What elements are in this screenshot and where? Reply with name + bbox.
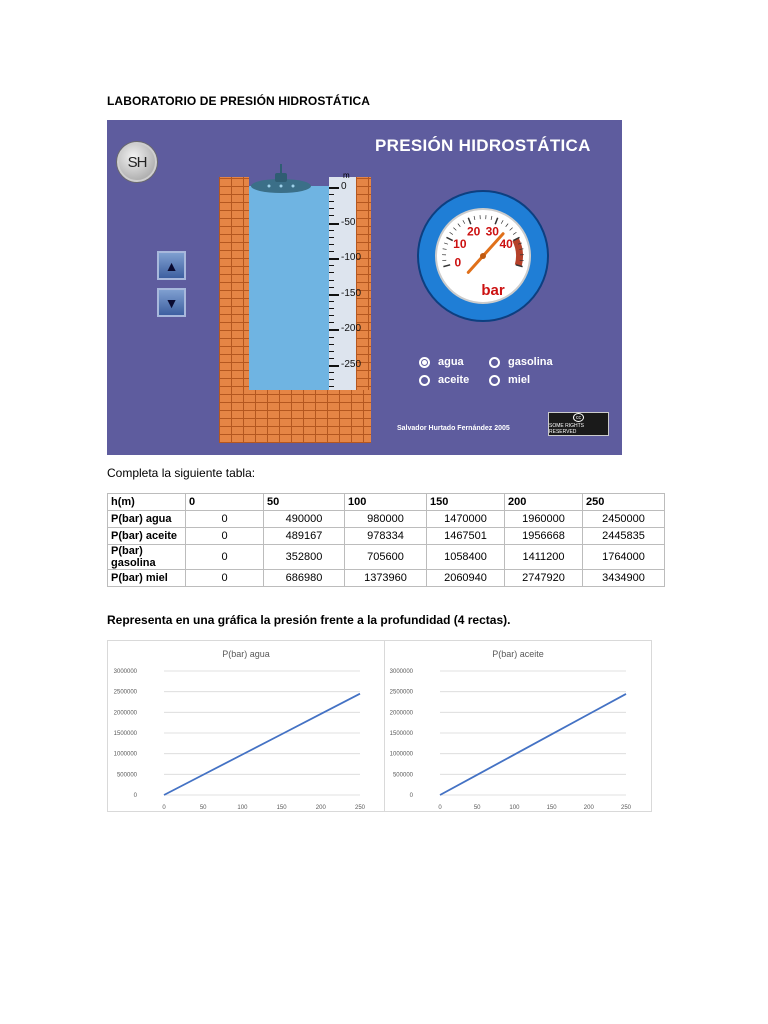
scale-tick bbox=[329, 223, 339, 225]
scale-tick bbox=[329, 329, 339, 331]
table-row bbox=[108, 545, 665, 570]
x-tick-label: 0 bbox=[438, 805, 442, 811]
table-row bbox=[108, 570, 665, 587]
gauge-tick bbox=[491, 216, 492, 220]
header-cell: 100 bbox=[345, 494, 427, 511]
scale-tick bbox=[329, 272, 334, 273]
license-text: SOME RIGHTS RESERVED bbox=[549, 423, 585, 435]
scale-tick bbox=[329, 294, 339, 296]
gauge-tick bbox=[458, 224, 460, 227]
radio-gasolina[interactable] bbox=[489, 356, 553, 368]
gauge-tick bbox=[501, 220, 503, 223]
table-cell: 0 bbox=[186, 511, 264, 528]
chart-agua bbox=[107, 640, 385, 812]
scale-tick bbox=[329, 194, 334, 195]
radio-label-aceite: aceite bbox=[438, 374, 470, 386]
gauge-tick bbox=[506, 224, 508, 227]
header-cell: 250 bbox=[583, 494, 665, 511]
x-tick-label: 50 bbox=[473, 805, 481, 811]
table-cell: 1470000 bbox=[427, 511, 505, 528]
table-row bbox=[108, 528, 665, 545]
y-tick-label: 3000000 bbox=[389, 669, 413, 675]
scale-tick bbox=[329, 251, 334, 252]
x-tick-label: 200 bbox=[315, 805, 326, 811]
table-cell: 686980 bbox=[264, 570, 345, 587]
radio-label-agua: agua bbox=[438, 356, 464, 368]
y-tick-label: 0 bbox=[133, 793, 137, 799]
y-tick-label: 3000000 bbox=[113, 669, 137, 675]
gauge-tick bbox=[443, 265, 450, 267]
cc-icon: cc bbox=[573, 413, 584, 422]
x-tick-label: 150 bbox=[546, 805, 557, 811]
table-cell: 1467501 bbox=[427, 528, 505, 545]
chart-plot-agua bbox=[108, 641, 386, 813]
y-tick-label: 2500000 bbox=[389, 689, 413, 696]
radio-label-gasolina: gasolina bbox=[508, 356, 553, 368]
move-down-button[interactable] bbox=[157, 288, 186, 317]
y-tick-label: 500000 bbox=[116, 772, 137, 779]
scale-tick bbox=[329, 258, 339, 260]
scale-label: 0 bbox=[341, 181, 347, 192]
gauge-tick bbox=[463, 220, 465, 223]
radio-button-icon bbox=[489, 375, 500, 386]
gauge-tick bbox=[513, 232, 516, 234]
table-cell: 1960000 bbox=[505, 511, 583, 528]
gauge-tick bbox=[443, 249, 447, 250]
scale-tick bbox=[329, 280, 334, 281]
gauge-tick bbox=[444, 243, 448, 244]
chart-plot-aceite bbox=[385, 641, 653, 813]
scale-tick bbox=[329, 386, 334, 387]
header-cell: 150 bbox=[427, 494, 505, 511]
table-cell: 1411200 bbox=[505, 545, 583, 570]
row-label: P(bar) gasolina bbox=[108, 545, 186, 570]
gauge-tick bbox=[474, 216, 475, 220]
scale-label: -50 bbox=[341, 216, 356, 228]
scale-tick bbox=[329, 201, 334, 202]
scale-tick bbox=[329, 215, 334, 216]
gauge-tick bbox=[510, 228, 513, 231]
table-cell: 1058400 bbox=[427, 545, 505, 570]
scale-tick bbox=[329, 358, 334, 359]
bottom-brick-floor bbox=[219, 390, 371, 443]
table-cell: 0 bbox=[186, 545, 264, 570]
scale-tick bbox=[329, 372, 334, 373]
table-cell: 489167 bbox=[264, 528, 345, 545]
header-cell: h(m) bbox=[108, 494, 186, 511]
scale-tick bbox=[329, 237, 334, 238]
scale-tick bbox=[329, 187, 339, 189]
simulator-title: PRESIÓN HIDROSTÁTICA bbox=[375, 136, 591, 155]
table-cell: 705600 bbox=[345, 545, 427, 570]
radio-button-icon bbox=[489, 357, 500, 368]
x-tick-label: 50 bbox=[199, 805, 207, 811]
gauge-number: 40 bbox=[499, 237, 513, 252]
table-cell: 2747920 bbox=[505, 570, 583, 587]
row-label: P(bar) agua bbox=[108, 511, 186, 528]
radio-aceite[interactable] bbox=[419, 374, 469, 386]
down-arrow-icon: ▼ bbox=[164, 294, 179, 311]
header-cell: 0 bbox=[186, 494, 264, 511]
gauge-number: 20 bbox=[467, 224, 481, 239]
move-up-button[interactable] bbox=[157, 251, 186, 280]
sh-logo: SH bbox=[117, 142, 157, 182]
table-cell: 352800 bbox=[264, 545, 345, 570]
submarine[interactable] bbox=[249, 156, 319, 206]
scale-tick bbox=[329, 344, 334, 345]
scale-tick bbox=[329, 337, 334, 338]
radio-agua[interactable] bbox=[419, 356, 464, 368]
radio-button-icon bbox=[419, 375, 430, 386]
y-tick-label: 1000000 bbox=[389, 751, 413, 758]
y-tick-label: 1000000 bbox=[113, 751, 137, 758]
pressure-gauge bbox=[417, 190, 549, 322]
pressure-table bbox=[107, 493, 665, 587]
scale-tick bbox=[329, 322, 334, 323]
gauge-dial bbox=[435, 208, 531, 304]
table-cell: 3434900 bbox=[583, 570, 665, 587]
hydrostatic-simulator bbox=[107, 120, 622, 455]
y-tick-label: 2500000 bbox=[113, 689, 137, 696]
radio-label-miel: miel bbox=[508, 374, 531, 386]
chart-title: P(bar) agua bbox=[222, 649, 270, 659]
radio-button-icon bbox=[419, 357, 430, 368]
table-cell: 490000 bbox=[264, 511, 345, 528]
up-arrow-icon: ▲ bbox=[164, 257, 179, 274]
gauge-number: 0 bbox=[454, 255, 462, 270]
gauge-tick bbox=[468, 218, 471, 225]
scale-tick bbox=[329, 379, 334, 380]
series-line bbox=[164, 694, 360, 795]
scale-tick bbox=[329, 315, 334, 316]
x-tick-label: 100 bbox=[509, 805, 520, 811]
gauge-number: 30 bbox=[485, 224, 499, 239]
scale-tick bbox=[329, 301, 334, 302]
scale-unit: m bbox=[343, 171, 350, 180]
scale-label: -200 bbox=[341, 323, 362, 335]
table-cell: 1764000 bbox=[583, 545, 665, 570]
gauge-tick bbox=[450, 232, 453, 234]
water-column bbox=[249, 186, 329, 390]
table-instruction: Completa la siguiente tabla: bbox=[107, 466, 256, 480]
scale-tick bbox=[329, 365, 339, 367]
creative-commons-badge[interactable] bbox=[548, 412, 609, 436]
table-cell: 1373960 bbox=[345, 570, 427, 587]
scale-label: -250 bbox=[341, 359, 362, 370]
table-header-row bbox=[108, 494, 665, 511]
table-cell: 2445835 bbox=[583, 528, 665, 545]
radio-miel[interactable] bbox=[489, 374, 530, 386]
graph-task: Representa en una gráfica la presión frente a la profundidad (4 rectas). bbox=[107, 613, 511, 627]
table-cell: 978334 bbox=[345, 528, 427, 545]
x-tick-label: 0 bbox=[162, 805, 166, 811]
scale-label: -100 bbox=[341, 252, 362, 264]
gauge-tick bbox=[446, 237, 452, 240]
row-label: P(bar) miel bbox=[108, 570, 186, 587]
scale-tick bbox=[329, 287, 334, 288]
gauge-tick bbox=[495, 218, 498, 225]
chart-title: P(bar) aceite bbox=[492, 649, 544, 659]
gauge-unit: bar bbox=[481, 282, 505, 299]
table-cell: 2450000 bbox=[583, 511, 665, 528]
y-tick-label: 500000 bbox=[392, 772, 413, 779]
header-cell: 200 bbox=[505, 494, 583, 511]
table-cell: 980000 bbox=[345, 511, 427, 528]
table-cell: 0 bbox=[186, 528, 264, 545]
author-credit: Salvador Hurtado Fernández 2005 bbox=[397, 425, 510, 432]
series-line bbox=[440, 694, 626, 795]
y-tick-label: 1500000 bbox=[113, 731, 137, 737]
scale-tick bbox=[329, 265, 334, 266]
table-cell: 1956668 bbox=[505, 528, 583, 545]
scale-tick bbox=[329, 230, 334, 231]
scale-tick bbox=[329, 308, 334, 309]
scale-tick bbox=[329, 351, 334, 352]
row-label: P(bar) aceite bbox=[108, 528, 186, 545]
chart-aceite bbox=[384, 640, 652, 812]
y-tick-label: 2000000 bbox=[389, 710, 413, 717]
x-tick-label: 250 bbox=[620, 805, 632, 811]
x-tick-label: 250 bbox=[354, 805, 366, 811]
y-tick-label: 2000000 bbox=[113, 710, 137, 717]
document-title: LABORATORIO DE PRESIÓN HIDROSTÁTICA bbox=[107, 94, 371, 108]
table-cell: 2060940 bbox=[427, 570, 505, 587]
depth-scale bbox=[329, 171, 362, 390]
x-tick-label: 150 bbox=[276, 805, 287, 811]
gauge-needle bbox=[468, 234, 503, 273]
y-tick-label: 0 bbox=[409, 793, 413, 799]
scale-tick bbox=[329, 244, 334, 245]
scale-tick bbox=[329, 208, 334, 209]
table-cell: 0 bbox=[186, 570, 264, 587]
y-tick-label: 1500000 bbox=[389, 731, 413, 737]
header-cell: 50 bbox=[264, 494, 345, 511]
gauge-tick bbox=[453, 228, 456, 231]
gauge-number: 10 bbox=[453, 237, 467, 252]
x-tick-label: 100 bbox=[237, 805, 248, 811]
gauge-pivot bbox=[480, 253, 486, 259]
gauge-danger-arc bbox=[512, 238, 523, 267]
scale-label: -150 bbox=[341, 287, 362, 299]
x-tick-label: 200 bbox=[583, 805, 594, 811]
table-row bbox=[108, 511, 665, 528]
